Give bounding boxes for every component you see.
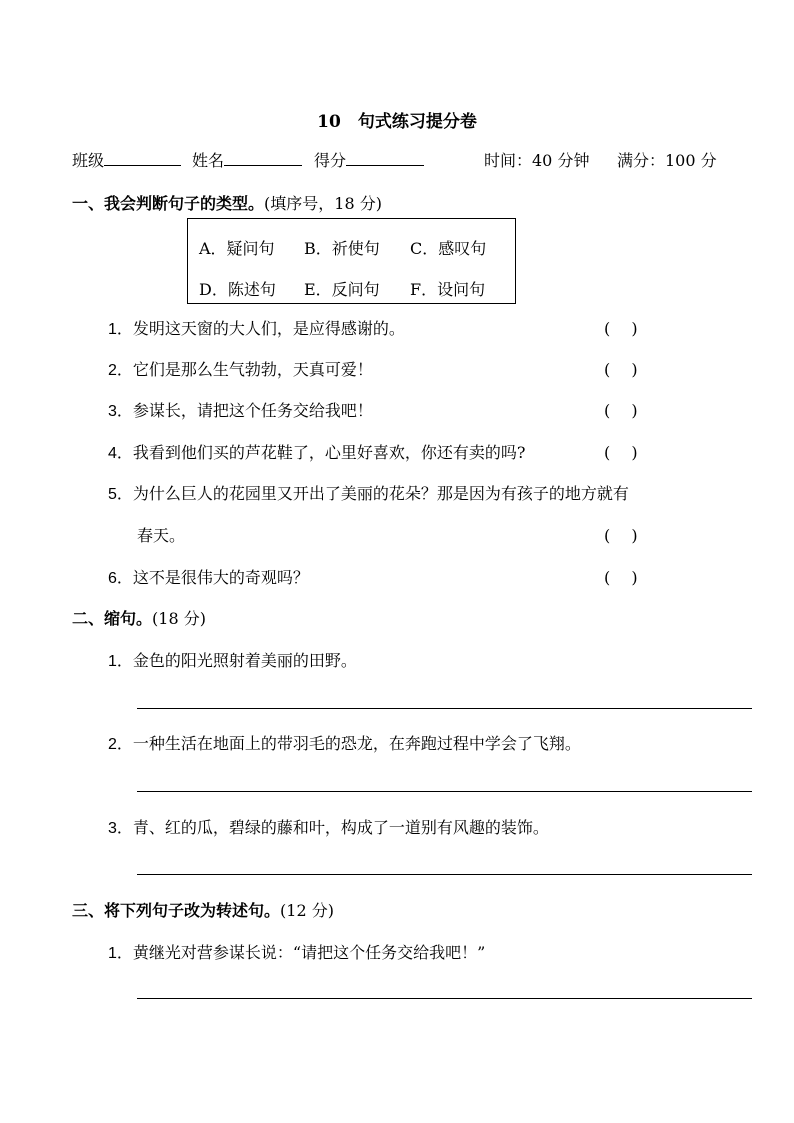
score-field: [314, 148, 424, 171]
s1-answer-1[interactable]: ( ): [604, 319, 638, 338]
name-blank[interactable]: [224, 151, 302, 166]
s3-question-1: 1．黄继光对营参谋长说：“请把这个任务交给我吧！”: [108, 943, 486, 962]
section2-heading: 二、缩句。(18 分): [72, 609, 206, 628]
s2-question-2: 2．一种生活在地面上的带羽毛的恐龙，在奔跑过程中学会了飞翔。: [108, 734, 581, 753]
class-field: [72, 148, 181, 171]
s1-question-2: 2．它们是那么生气勃勃，天真可爱！: [108, 360, 373, 379]
section1-points: (填序号，18 分): [264, 194, 382, 213]
s1-question-5: 5．为什么巨人的花园里又开出了美丽的花朵？那是因为有孩子的地方就有: [108, 484, 629, 503]
section3-heading: 三、将下列句子改为转述句。(12 分): [72, 901, 334, 920]
option-f: F．设问句: [410, 280, 486, 299]
option-d: D．陈述句: [199, 280, 276, 299]
option-b: B．祈使句: [304, 239, 380, 258]
class-blank[interactable]: [104, 151, 181, 166]
s1-question-5-cont: 春天。: [137, 526, 186, 545]
score-label: 得分: [314, 151, 347, 170]
s3-answer-line-1[interactable]: [137, 998, 752, 999]
name-field: [192, 148, 302, 171]
s1-answer-3[interactable]: ( ): [604, 401, 638, 420]
section2-points: (18 分): [152, 609, 206, 628]
s1-answer-2[interactable]: ( ): [604, 360, 638, 379]
time-text: 时间：40 分钟: [484, 151, 590, 170]
s1-question-3: 3．参谋长，请把这个任务交给我吧！: [108, 401, 373, 420]
section1-heading: 一、我会判断句子的类型。(填序号，18 分): [72, 194, 382, 213]
s2-answer-line-3[interactable]: [137, 874, 752, 875]
s2-answer-line-1[interactable]: [137, 708, 752, 709]
score-blank[interactable]: [346, 151, 424, 166]
s2-answer-line-2[interactable]: [137, 791, 752, 792]
option-c: C．感叹句: [410, 239, 487, 258]
s1-answer-4[interactable]: ( ): [604, 443, 638, 462]
full-score-text: 满分：100 分: [617, 151, 717, 170]
name-label: 姓名: [192, 151, 225, 170]
s1-question-1: 1．发明这天窗的大人们，是应得感谢的。: [108, 319, 405, 338]
option-a: A．疑问句: [199, 239, 275, 258]
s1-question-6: 6．这不是很伟大的奇观吗？: [108, 568, 309, 587]
option-e: E．反问句: [304, 280, 380, 299]
s2-question-3: 3．青、红的瓜，碧绿的藤和叶，构成了一道别有风趣的装饰。: [108, 818, 549, 837]
section3-points: (12 分): [280, 901, 334, 920]
page-title: 10 句式练习提分卷: [317, 112, 477, 132]
s2-question-1: 1．金色的阳光照射着美丽的田野。: [108, 651, 357, 670]
s1-answer-6[interactable]: ( ): [604, 568, 638, 587]
class-label: 班级: [72, 151, 105, 170]
s1-answer-5[interactable]: ( ): [604, 526, 638, 545]
s1-question-4: 4．我看到他们买的芦花鞋了，心里好喜欢，你还有卖的吗?: [108, 443, 526, 462]
